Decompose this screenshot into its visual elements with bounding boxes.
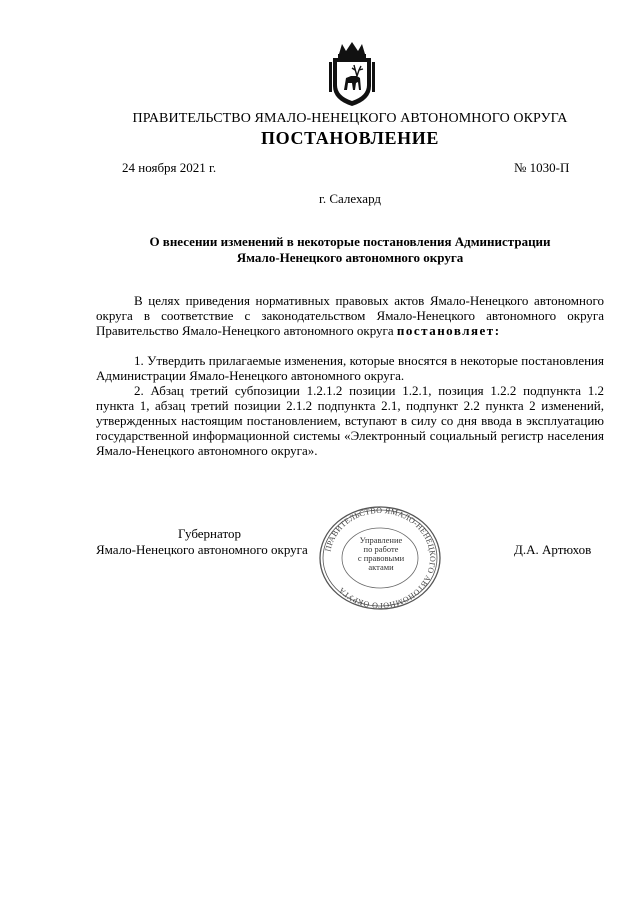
preamble-paragraph (96, 293, 604, 338)
stamp-inner-text (345, 536, 417, 572)
signatory-region: Ямало-Ненецкого автономного округа (96, 542, 308, 557)
signatory-name: Д.А. Артюхов (514, 542, 592, 557)
document-body (96, 293, 604, 458)
subject-line-1: О внесении изменений в некоторые постановления Администрации (149, 234, 551, 249)
document-number: № 1030-П (514, 160, 570, 175)
stamp-inner-line-1: Управление (359, 535, 403, 545)
document-type-heading: ПОСТАНОВЛЕНИЕ (261, 128, 439, 148)
item-2-paragraph: 2. Абзац третий субпозиции 1.2.1.2 позиции 1.2.1, позиция 1.2.2 подпункта 1.2 пункта 1, абзац третий позиции 2.1.2 подпункта 2.1, подпункт 2.2 пункта 2 изменений, утвержденных настоящим постановлением, вступают в силу со дня ввода в эксплуатацию государственной информационной системы «Электронный социальный регистр населения Ямало-Ненецкого автономного округа». (96, 383, 604, 458)
document-date: 24 ноября 2021 г. (122, 160, 217, 175)
stamp-inner-line-2: по работе (363, 544, 399, 554)
decides-keyword: постановляет: (396, 323, 501, 338)
stamp-inner-line-3: с правовыми (357, 553, 405, 563)
government-name: ПРАВИТЕЛЬСТВО ЯМАЛО-НЕНЕЦКОГО АВТОНОМНОГО ОКРУГА (132, 111, 568, 126)
stamp-inner-line-4: актами (368, 562, 394, 572)
document-city: г. Салехард (318, 191, 382, 206)
item-1-paragraph: 1. Утвердить прилагаемые изменения, которые вносятся в некоторые постановления Администрации Ямало-Ненецкого автономного округа. (96, 353, 604, 383)
stamp-outer-text: ПРАВИТЕЛЬСТВО ЯМАЛО-НЕНЕЦКОГО АВТОНОМНОГО ОКРУГА (323, 505, 438, 611)
coat-of-arms-icon (327, 42, 377, 108)
subject-line-2: Ямало-Ненецкого автономного округа (236, 250, 464, 265)
signatory-title: Губернатор (178, 526, 241, 541)
preamble-text: В целях приведения нормативных правовых актов Ямало-Ненецкого автономного округа в соответствие с законодательством Ямало-Ненецкого автономного округа Правительство Ямало-Ненецкого автономного округа (96, 293, 604, 338)
document-subject (100, 234, 600, 266)
